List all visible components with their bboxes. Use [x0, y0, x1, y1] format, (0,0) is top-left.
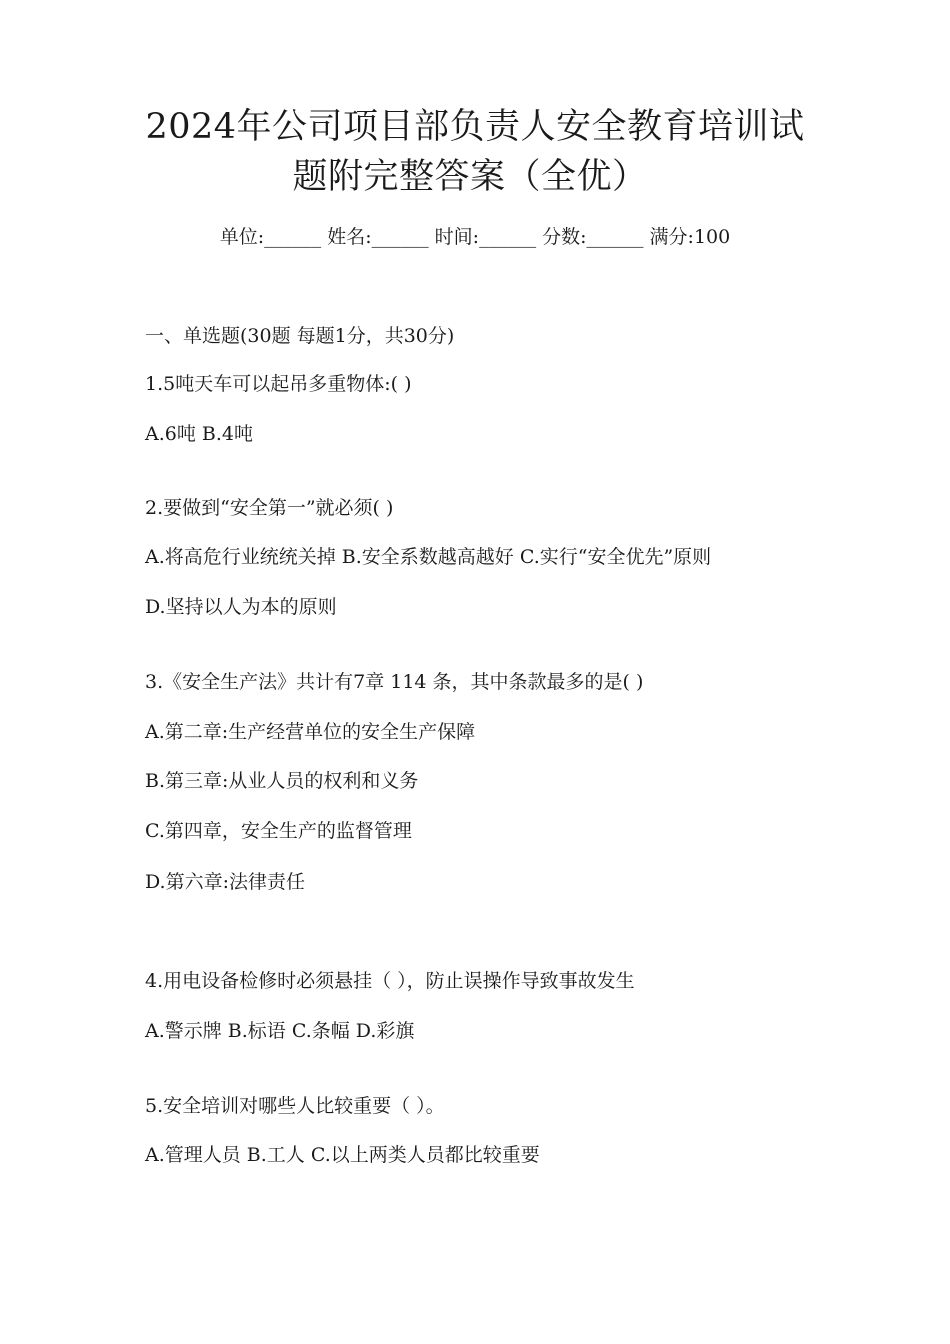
question-5-options: A.管理人员 B.工人 C.以上两类人员都比较重要 [145, 1144, 540, 1166]
question-2-stem: 2.要做到“安全第一”就必须( ) [145, 497, 394, 519]
question-4-options: A.警示牌 B.标语 C.条幅 D.彩旗 [145, 1020, 415, 1042]
question-1-options: A.6吨 B.4吨 [145, 423, 253, 445]
question-5-stem: 5.安全培训对哪些人比较重要（ ）。 [145, 1095, 445, 1117]
question-4-stem: 4.用电设备检修时必须悬挂（ ），防止误操作导致事故发生 [145, 970, 635, 992]
question-3-option-d: D.第六章:法律责任 [145, 871, 305, 893]
document-title-line1: 2024年公司项目部负责人安全教育培训试 [145, 107, 805, 147]
question-3-stem: 3.《安全生产法》共计有7章 114 条，其中条款最多的是( ) [145, 671, 644, 693]
question-3-option-a: A.第二章:生产经营单位的安全生产保障 [145, 721, 476, 743]
document-title-line2: 题附完整答案（全优） [292, 157, 648, 197]
section-heading: 一、单选题(30题 每题1分，共30分) [145, 325, 455, 347]
question-2-options: A.将高危行业统统关掉 B.安全系数越高越好 C.实行“安全优先”原则 [145, 546, 712, 568]
question-1-stem: 1.5吨天车可以起吊多重物体:( ) [145, 373, 412, 395]
question-3-option-b: B.第三章:从业人员的权利和义务 [145, 770, 419, 792]
question-3-option-c: C.第四章，安全生产的监督管理 [145, 820, 412, 842]
question-2-option-d: D.坚持以人为本的原则 [145, 596, 337, 618]
exam-info-line: 单位:______ 姓名:______ 时间:______ 分数:______ 满分:100 [219, 226, 731, 248]
